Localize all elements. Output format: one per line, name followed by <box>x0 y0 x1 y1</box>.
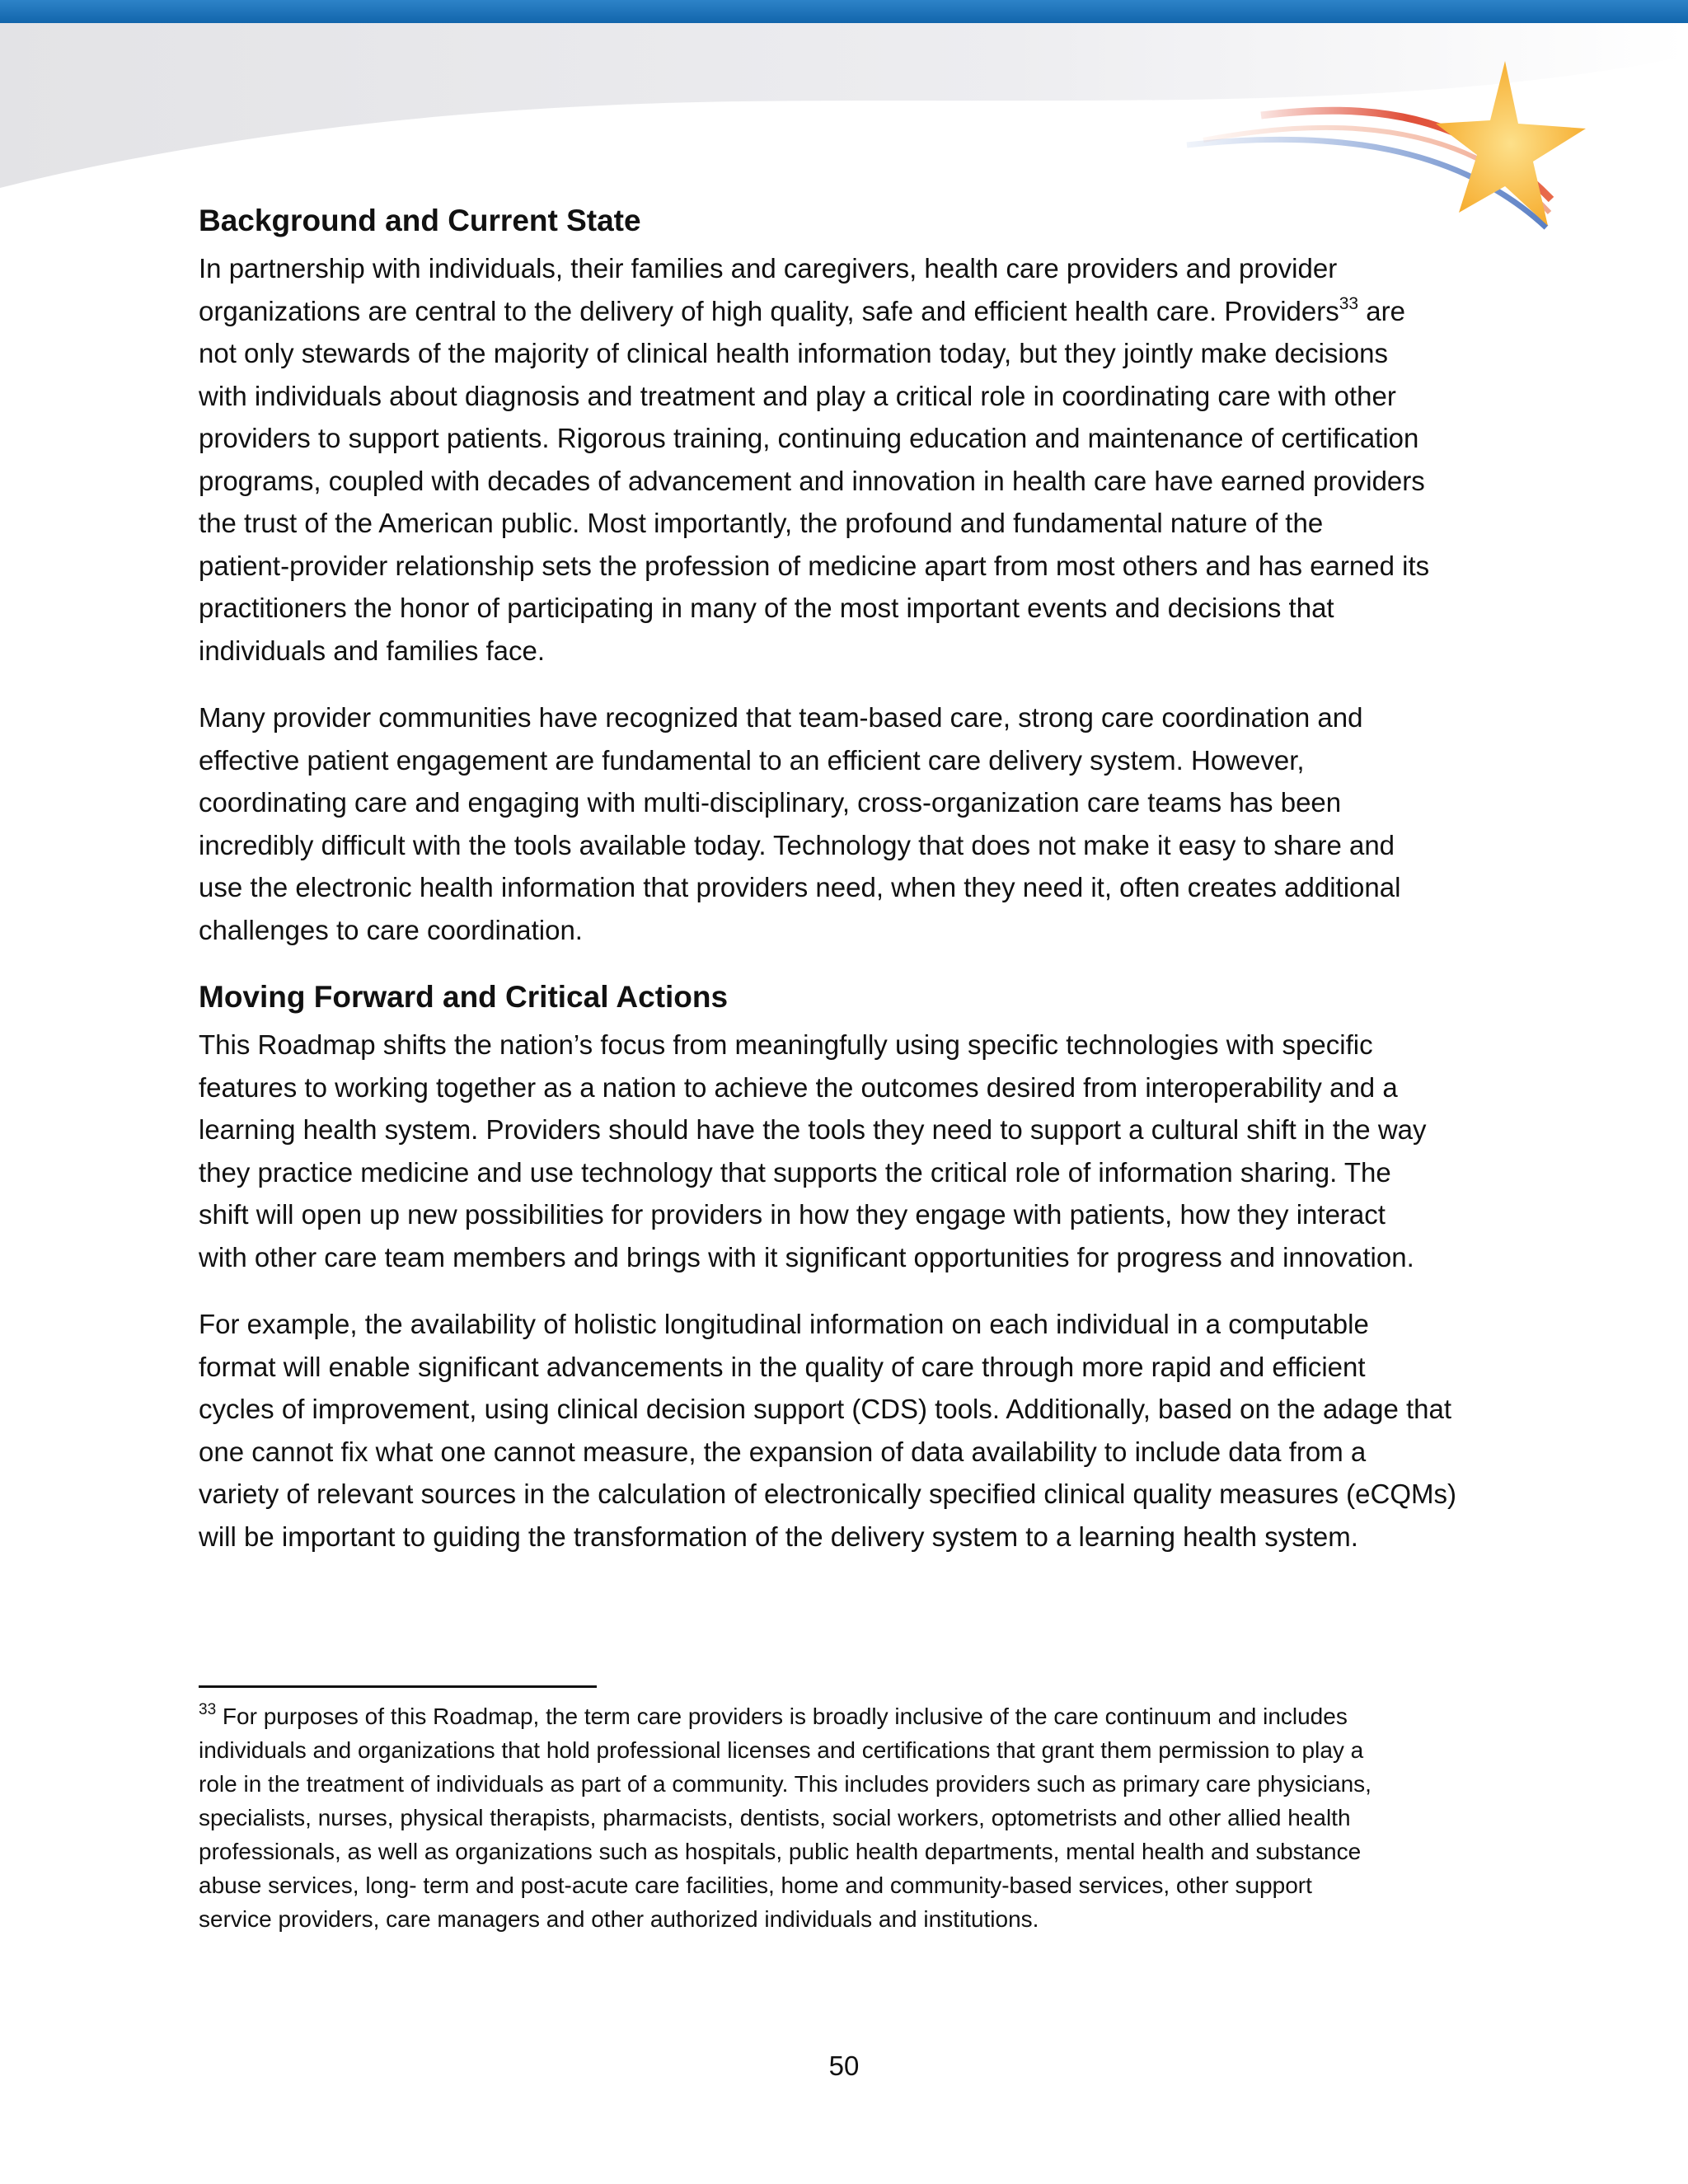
footnote-number: 33 <box>199 1701 217 1718</box>
paragraph-moving-forward-2: For example, the availability of holistic longitudinal information on each individual in a computable format will enable significant advancements in the quality of care through more rapid and efficient cycles of improvement, using clinical decision support (CDS) tools. Additionally, based on the adage that one cannot fix what one cannot measure, the expansion of data availability to include data from a variety of relevant sources in the calculation of electronically specified clinical quality measures (eCQMs) will be important to guiding the transformation of the delivery system to a learning health system. <box>199 1309 1456 1552</box>
main-content <box>199 196 1493 1558</box>
footnote-divider <box>199 1685 597 1688</box>
page-number: 50 <box>828 2050 860 2081</box>
header-top-bar <box>0 0 1688 23</box>
footnote-reference[interactable]: 33 <box>1339 293 1359 313</box>
paragraph-background-2: Many provider communities have recognized that team-based care, strong care coordination and effective patient engagement are fundamental to an efficient care delivery system. However, coordinating care and engaging with multi-disciplinary, cross-organization care teams has been incredibly difficult with the tools available today. Technology that does not make it easy to share and use the electronic health information that providers need, when they need it, often creates additional challenges to care coordination. <box>199 702 1401 945</box>
paragraph-text: are not only stewards of the majority of clinical health information today, but they jointly make decisions with individuals about diagnosis and treatment and play a critical role in coordinating care with other providers to support patients. Rigorous training, continuing education and maintenance of certification programs, coupled with decades of advancement and innovation in health care have earned providers the trust of the American public. Most importantly, the profound and fundamental nature of the patient-provider relationship sets the profession of medicine apart from most others and has earned its practitioners the honor of participating in many of the most important events and decisions that individuals and families face. <box>199 295 1430 666</box>
paragraph-text: In partnership with individuals, their families and caregivers, health care providers and provider organizations are central to the delivery of high quality, safe and efficient health care. Providers <box>199 253 1339 326</box>
paragraph-moving-forward-1: This Roadmap shifts the nation’s focus from meaningfully using specific technologies with specific features to working together as a nation to achieve the outcomes desired from interoperability and a learning health system. Providers should have the tools they need to support a cultural shift in the way they practice medicine and use technology that supports the critical role of information sharing. The shift will open up new possibilities for providers in how they engage with patients, how they interact with other care team members and brings with it significant opportunities for progress and innovation. <box>199 1029 1427 1272</box>
paragraph-background-1 <box>199 247 1493 672</box>
section-heading-moving-forward: Moving Forward and Critical Actions <box>199 980 729 1014</box>
section-heading-background: Background and Current State <box>199 204 641 237</box>
footnote <box>199 1699 1493 1936</box>
footnote-text: For purposes of this Roadmap, the term care providers is broadly inclusive of the care continuum and includes individuals and organizations that hold professional licenses and certifications that grant them permission to play a role in the treatment of individuals as part of a community. This includes providers such as primary care physicians, specialists, nurses, physical therapists, pharmacists, dentists, social workers, optometrists and other allied health professionals, as well as organizations such as hospitals, public health departments, mental health and substance abuse services, long- term and post-acute care facilities, home and community-based services, other support service providers, care managers and other authorized individuals and institutions. <box>199 1704 1372 1932</box>
